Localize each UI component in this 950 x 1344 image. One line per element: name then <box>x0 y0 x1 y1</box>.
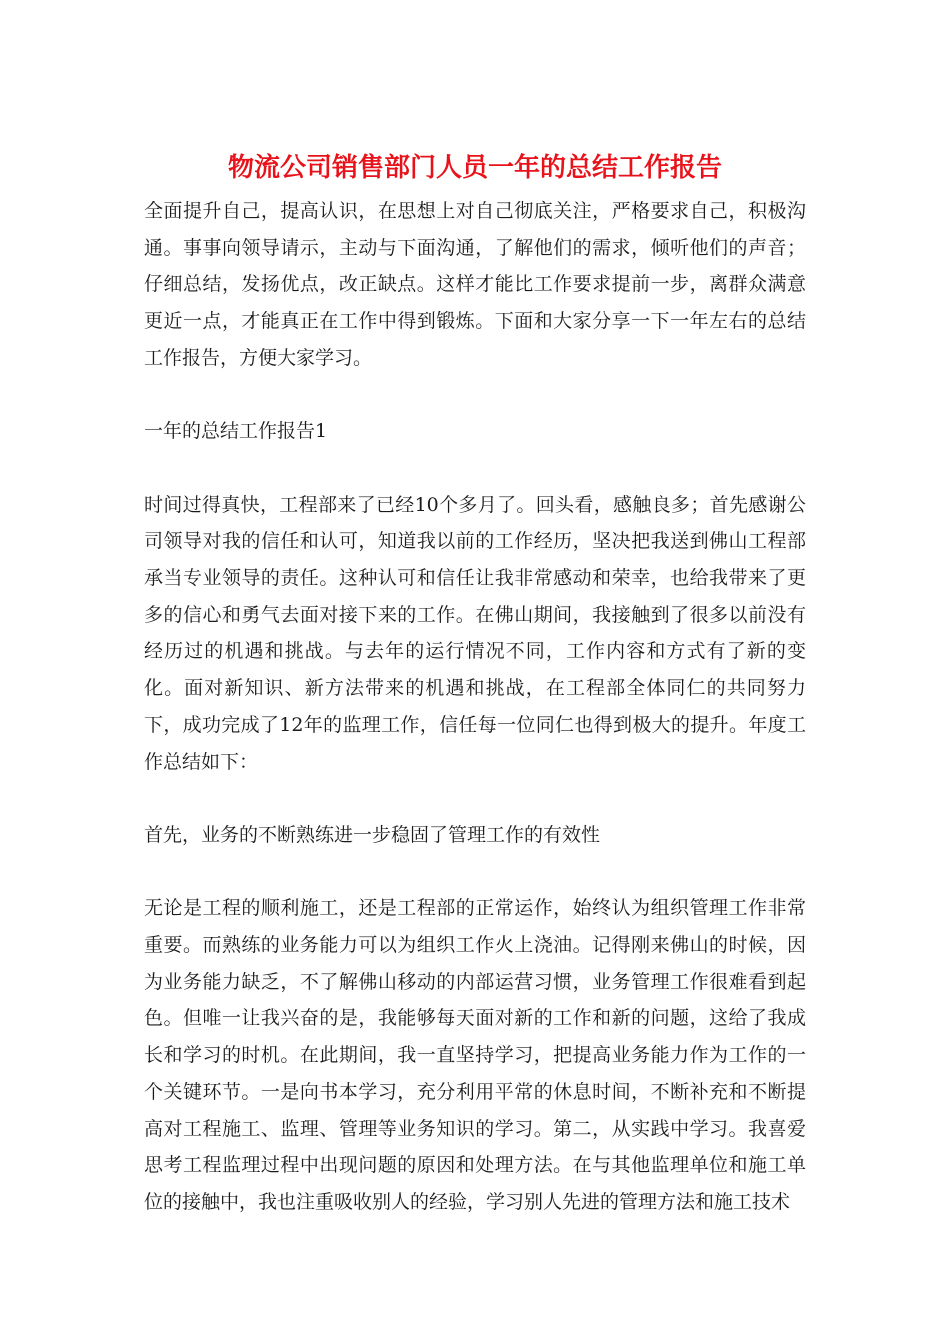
paragraph-first: 无论是工程的顺利施工，还是工程部的正常运作，始终认为组织管理工作非常重要。而熟练的业务能力可以为组织工作火上浇油。记得刚来佛山的时候，因为业务能力缺乏，不了解佛山移动的内部运营习惯，业务管理工作很难看到起色。但唯一让我兴奋的是，我能够每天面对新的工作和新的问题，这给了我成长和学习的时机。在此期间，我一直坚持学习，把提高业务能力作为工作的一个关键环节。一是向书本学习，充分利用平常的休息时间，不断补充和不断提高对工程施工、监理、管理等业务知识的学习。第二，从实践中学习。我喜爱思考工程监理过程中出现问题的原因和处理方法。在与其他监理单位和施工单位的接触中，我也注重吸收别人的经验，学习别人先进的管理方法和施工技术 <box>144 897 806 1213</box>
section-heading-report-1: 一年的总结工作报告1 <box>144 420 328 443</box>
document-body <box>144 193 806 1221</box>
document-title: 物流公司销售部门人员一年的总结工作报告 <box>227 153 722 183</box>
paragraph-report-1: 时间过得真快，工程部来了已经10个多月了。回头看，感触良多；首先感谢公司领导对我的信任和认可，知道我以前的工作经历，坚决把我送到佛山工程部承当专业领导的责任。这种认可和信任让我非常感动和荣幸，也给我带来了更多的信心和勇气去面对接下来的工作。在佛山期间，我接触到了很多以前没有经历过的机遇和挑战。与去年的运行情况不同，工作内容和方式有了新的变化。面对新知识、新方法带来的机遇和挑战，在工程部全体同仁的共同努力下，成功完成了12年的监理工作，信任每一位同仁也得到极大的提升。年度工作总结如下： <box>144 493 806 773</box>
paragraph-intro: 全面提升自己，提高认识，在思想上对自己彻底关注，严格要求自己，积极沟通。事事向领导请示，主动与下面沟通，了解他们的需求，倾听他们的声音；仔细总结，发扬优点，改正缺点。这样才能比工作要求提前一步，离群众满意更近一点，才能真正在工作中得到锻炼。下面和大家分享一下一年左右的总结工作报告，方便大家学习。 <box>144 200 806 369</box>
section-heading-first: 首先，业务的不断熟练进一步稳固了管理工作的有效性 <box>144 823 601 846</box>
